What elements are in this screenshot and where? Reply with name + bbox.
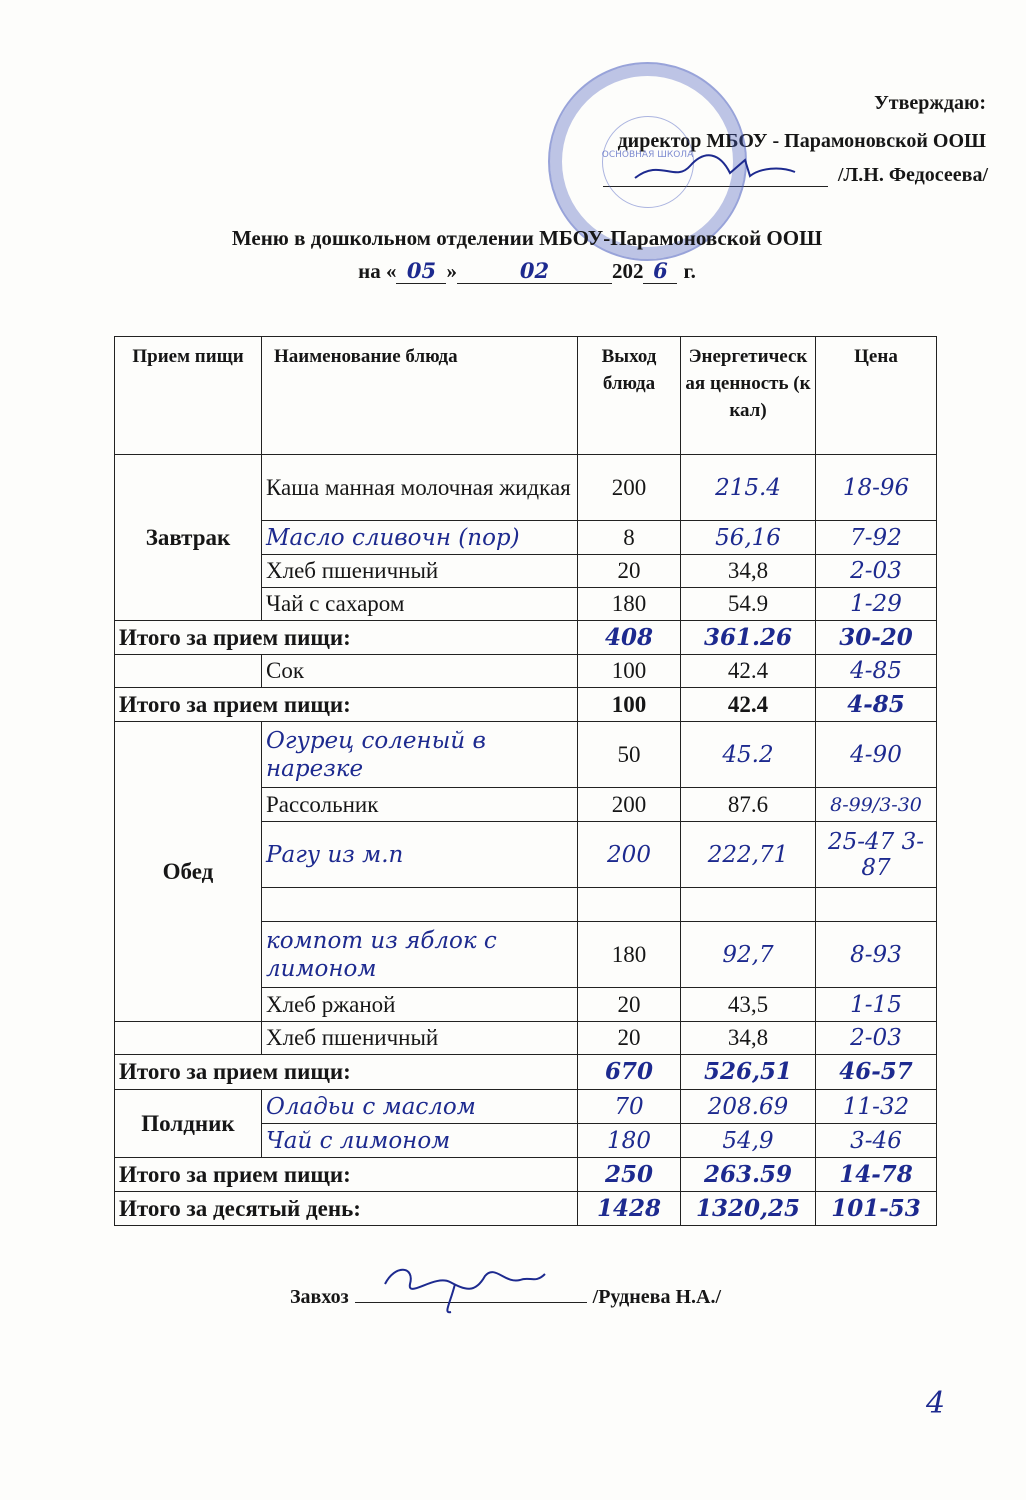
price-cell: 11-32 (816, 1090, 937, 1124)
dish-cell: Каша манная молочная жидкая (262, 455, 578, 521)
dish-cell: Чай с лимоном (262, 1124, 578, 1158)
date-mid: » (446, 259, 457, 283)
total-price: 30-20 (816, 621, 937, 655)
yield-cell: 200 (578, 455, 681, 521)
dish-cell: Рассольник (262, 788, 578, 822)
total-energy: 263.59 (681, 1158, 816, 1192)
table-row (115, 655, 937, 688)
price-cell: 8-99/3-30 (816, 788, 937, 822)
footer-signature-underline (355, 1282, 587, 1303)
total-yield: 408 (578, 621, 681, 655)
yield-cell: 20 (578, 988, 681, 1022)
meal-empty (115, 655, 262, 688)
price-cell: 2-03 (816, 555, 937, 588)
yield-cell-empty (578, 888, 681, 922)
date-year-digit: 6 (643, 258, 677, 284)
page-number: 4 (926, 1386, 946, 1421)
page-title: Меню в дошкольном отделении МБОУ-Парамоновской ООШ (231, 226, 823, 250)
energy-cell: 45.2 (681, 722, 816, 788)
menu-table (114, 336, 937, 1226)
price-cell: 1-29 (816, 588, 937, 621)
yield-cell: 20 (578, 555, 681, 588)
date-day: 05 (396, 258, 446, 284)
footer-signature-line (290, 1282, 721, 1309)
dish-cell: Хлеб пшеничный (262, 1022, 578, 1055)
price-cell: 1-15 (816, 988, 937, 1022)
energy-cell: 208.69 (681, 1090, 816, 1124)
dish-cell: Рагу из м.п (262, 822, 578, 888)
yield-cell: 180 (578, 1124, 681, 1158)
price-cell: 4-85 (816, 655, 937, 688)
total-label: Итого за прием пищи: (115, 1158, 578, 1192)
grand-total-price: 101-53 (816, 1192, 937, 1226)
stamp-text: ОСНОВНАЯ ШКОЛА (601, 150, 694, 160)
date-year-prefix: 202 (611, 259, 644, 283)
header-yield: Выход блюда (578, 337, 681, 455)
dish-cell: Сок (262, 655, 578, 688)
meal-snack: Полдник (115, 1090, 262, 1158)
price-cell: 18-96 (816, 455, 937, 521)
date-suffix: г. (683, 259, 696, 283)
price-cell: 4-90 (816, 722, 937, 788)
total-energy: 526,51 (681, 1055, 816, 1090)
yield-cell: 20 (578, 1022, 681, 1055)
header-meal: Прием пищи (115, 337, 262, 455)
total-row (115, 688, 937, 722)
energy-cell: 87.6 (681, 788, 816, 822)
energy-cell: 215.4 (681, 455, 816, 521)
total-price: 46-57 (816, 1055, 937, 1090)
energy-cell: 54,9 (681, 1124, 816, 1158)
footer-name: /Руднева Н.А./ (592, 1286, 722, 1308)
total-price: 4-85 (816, 688, 937, 722)
dish-cell: Хлеб пшеничный (262, 555, 578, 588)
energy-cell: 43,5 (681, 988, 816, 1022)
total-yield: 250 (578, 1158, 681, 1192)
meal-breakfast: Завтрак (115, 455, 262, 621)
approval-position: директор МБОУ - Парамоновской ООШ (617, 130, 986, 152)
header-energy: Энергетическая ценность (ккал) (681, 337, 816, 455)
table-row (115, 455, 937, 521)
energy-cell: 34,8 (681, 1022, 816, 1055)
total-row (115, 621, 937, 655)
total-energy: 42.4 (681, 688, 816, 722)
total-yield: 670 (578, 1055, 681, 1090)
meal-empty (115, 1022, 262, 1055)
dish-cell-empty (262, 888, 578, 922)
energy-cell: 222,71 (681, 822, 816, 888)
energy-cell: 92,7 (681, 922, 816, 988)
energy-cell-empty (681, 888, 816, 922)
yield-cell: 200 (578, 822, 681, 888)
footer-role: Завхоз (290, 1286, 349, 1308)
dish-cell: компот из яблок с лимоном (262, 922, 578, 988)
total-price: 14-78 (816, 1158, 937, 1192)
energy-cell: 34,8 (681, 555, 816, 588)
dish-cell: Огурец соленый в нарезке (262, 722, 578, 788)
grand-total-yield: 1428 (578, 1192, 681, 1226)
yield-cell: 70 (578, 1090, 681, 1124)
energy-cell: 54.9 (681, 588, 816, 621)
yield-cell: 200 (578, 788, 681, 822)
header-dish: Наименование блюда (262, 337, 578, 455)
grand-total-label: Итого за десятый день: (115, 1192, 578, 1226)
price-cell: 8-93 (816, 922, 937, 988)
table-row (115, 1090, 937, 1124)
date-line (0, 258, 1026, 284)
yield-cell: 180 (578, 588, 681, 621)
price-cell: 7-92 (816, 521, 937, 555)
date-prefix: на « (358, 259, 397, 283)
date-month: 02 (457, 258, 612, 284)
price-cell-empty (816, 888, 937, 922)
director-signature (630, 148, 800, 188)
dish-cell: Масло сливочн (пор) (262, 521, 578, 555)
dish-cell: Оладьи с маслом (262, 1090, 578, 1124)
header-price: Цена (816, 337, 937, 455)
total-row (115, 1055, 937, 1090)
total-label: Итого за прием пищи: (115, 688, 578, 722)
yield-cell: 50 (578, 722, 681, 788)
total-row (115, 1158, 937, 1192)
price-cell: 25-47 3-87 (816, 822, 937, 888)
yield-cell: 8 (578, 521, 681, 555)
table-row (115, 1022, 937, 1055)
price-cell: 3-46 (816, 1124, 937, 1158)
grand-total-energy: 1320,25 (681, 1192, 816, 1226)
total-yield: 100 (578, 688, 681, 722)
yield-cell: 100 (578, 655, 681, 688)
storekeeper-signature (355, 1254, 587, 1314)
table-header-row (115, 337, 937, 455)
total-label: Итого за прием пищи: (115, 1055, 578, 1090)
yield-cell: 180 (578, 922, 681, 988)
total-label: Итого за прием пищи: (115, 621, 578, 655)
energy-cell: 56,16 (681, 521, 816, 555)
meal-lunch: Обед (115, 722, 262, 1022)
approval-name: /Л.Н. Федосеева/ (837, 164, 988, 186)
approval-title: Утверждаю: (874, 92, 986, 114)
grand-total-row (115, 1192, 937, 1226)
energy-cell: 42.4 (681, 655, 816, 688)
dish-cell: Хлеб ржаной (262, 988, 578, 1022)
price-cell: 2-03 (816, 1022, 937, 1055)
dish-cell: Чай с сахаром (262, 588, 578, 621)
table-row (115, 722, 937, 788)
total-energy: 361.26 (681, 621, 816, 655)
